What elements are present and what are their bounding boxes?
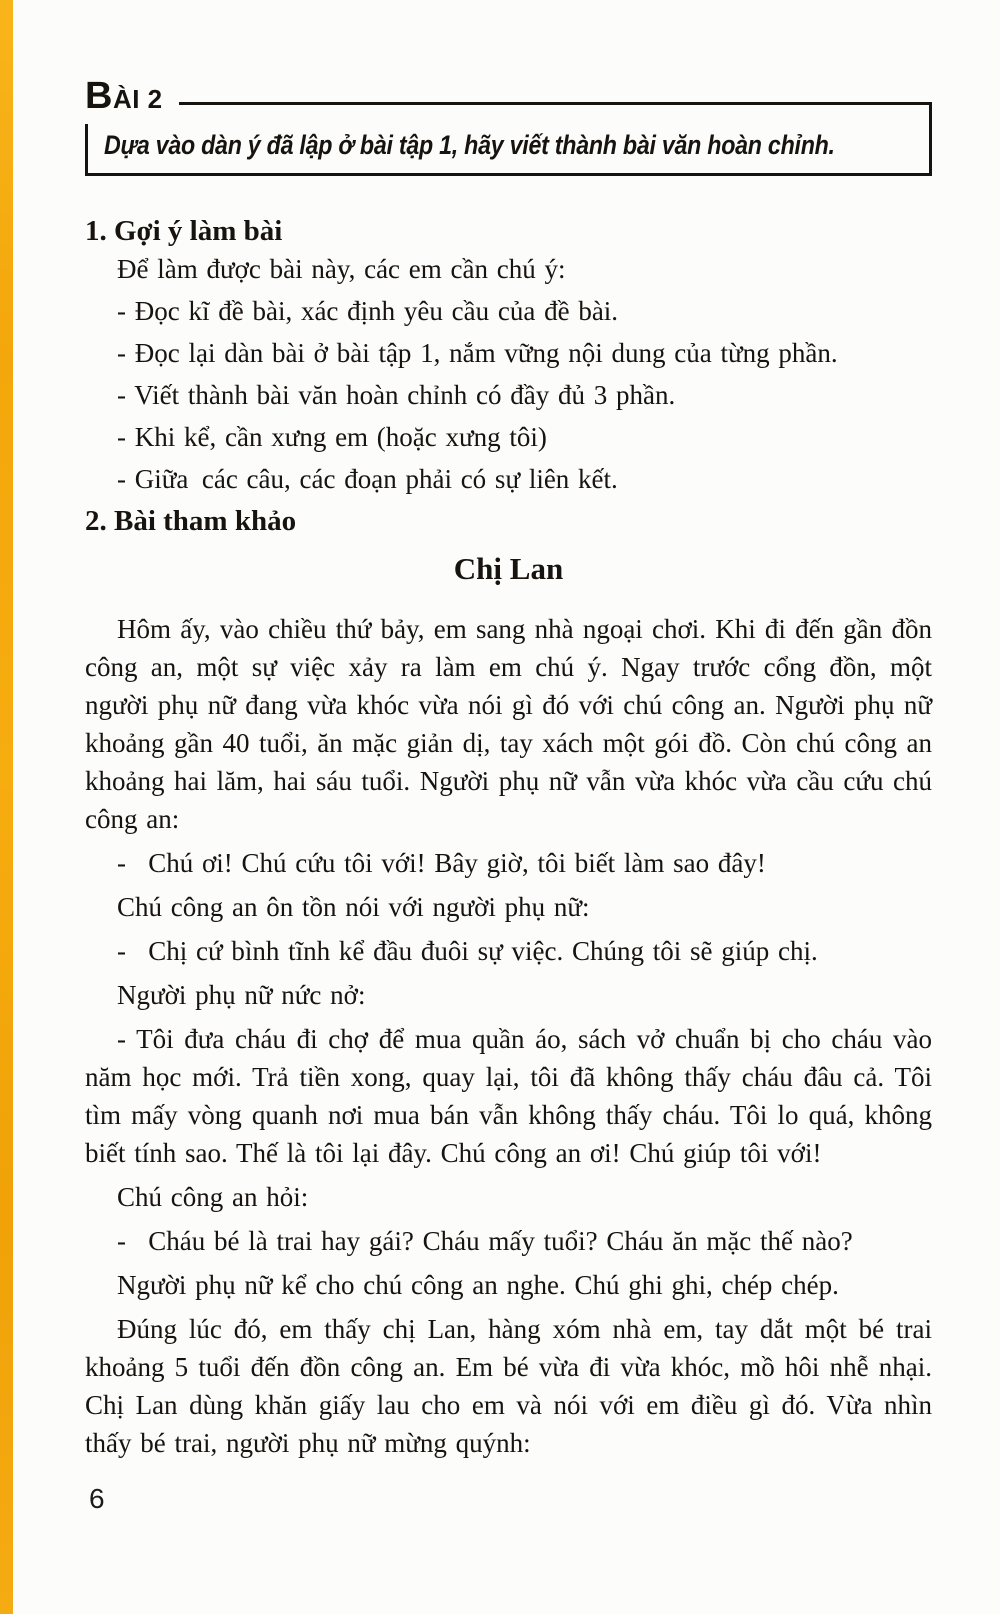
speaker-line: Người phụ nữ nức nở: (117, 980, 366, 1010)
story-title: Chị Lan (453, 551, 564, 586)
page-number: 6 (89, 1483, 105, 1514)
prompt-text: Dựa vào dàn ý đã lập ở bài tập 1, hãy viết thành bài văn hoàn chỉnh. (104, 130, 835, 160)
dialog-line: - Cháu bé là trai hay gái? Cháu mấy tuổi? Cháu ăn mặc thế nào? (117, 1226, 853, 1256)
story-paragraph: Đúng lúc đó, em thấy chị Lan, hàng xóm nhà em, tay dắt một bé trai khoảng 5 tuổi đến đồn công an. Em bé vừa đi vừa khóc, mồ hôi nhễ nhại. Chị Lan dùng khăn giấy lau cho em và nói với em điều gì đó. Vừa nhìn thấy bé trai, người phụ nữ mừng quýnh: (85, 1314, 932, 1458)
lesson-header (85, 75, 932, 176)
page-content (85, 75, 932, 1516)
speaker-line: Người phụ nữ kể cho chú công an nghe. Chú ghi ghi, chép chép. (117, 1270, 839, 1300)
prompt-box (85, 102, 932, 176)
dialog-line: - Chú ơi! Chú cứu tôi với! Bây giờ, tôi biết làm sao đây! (117, 848, 766, 878)
page-edge-strip (0, 0, 13, 1614)
guide-bullet: - Đọc kĩ đề bài, xác định yêu cầu của đề bài. (117, 296, 619, 326)
guide-bullet: - Khi kể, cần xưng em (hoặc xưng tôi) (117, 422, 547, 452)
guide-section (85, 212, 932, 498)
section-2-heading: 2. Bài tham khảo (85, 505, 297, 537)
guide-intro: Để làm được bài này, các em cần chú ý: (117, 254, 566, 284)
dialog-paragraph: - Tôi đưa cháu đi chợ để mua quần áo, sách vở chuẩn bị cho cháu vào năm học mới. Trả tiền xong, quay lại, tôi đã không thấy cháu đâu cả. Tôi tìm mấy vòng quanh nơi mua bán vẫn không thấy cháu. Tôi lo quá, không biết tính sao. Thế là tôi lại đây. Chú công an ơi! Chú giúp tôi với! (85, 1024, 932, 1168)
guide-bullet: - Giữa các câu, các đoạn phải có sự liên kết. (117, 464, 618, 494)
speaker-line: Chú công an ôn tồn nói với người phụ nữ: (117, 892, 590, 922)
dialog-line: - Chị cứ bình tĩnh kể đầu đuôi sự việc. Chúng tôi sẽ giúp chị. (117, 936, 818, 966)
section-1-heading: 1. Gợi ý làm bài (85, 215, 283, 247)
story-paragraph: Hôm ấy, vào chiều thứ bảy, em sang nhà ngoại chơi. Khi đi đến gần đồn công an, một sự việc xảy ra làm em chú ý. Ngay trước cổng đồn, một người phụ nữ đang vừa khóc vừa nói gì đó với chú công an. Người phụ nữ khoảng gần 40 tuổi, ăn mặc giản dị, tay xách một gói đồ. Còn chú công an khoảng hai lăm, hai sáu tuổi. Người phụ nữ vẫn vừa khóc vừa cầu cứu chú công an: (85, 614, 932, 834)
guide-bullet: - Viết thành bài văn hoàn chỉnh có đầy đủ 3 phần. (117, 380, 676, 410)
speaker-line: Chú công an hỏi: (117, 1182, 309, 1212)
guide-bullet: - Đọc lại dàn bài ở bài tập 1, nắm vững nội dung của từng phần. (117, 338, 838, 368)
lesson-label: BÀI 2 (82, 77, 179, 124)
reference-section (85, 502, 932, 1462)
